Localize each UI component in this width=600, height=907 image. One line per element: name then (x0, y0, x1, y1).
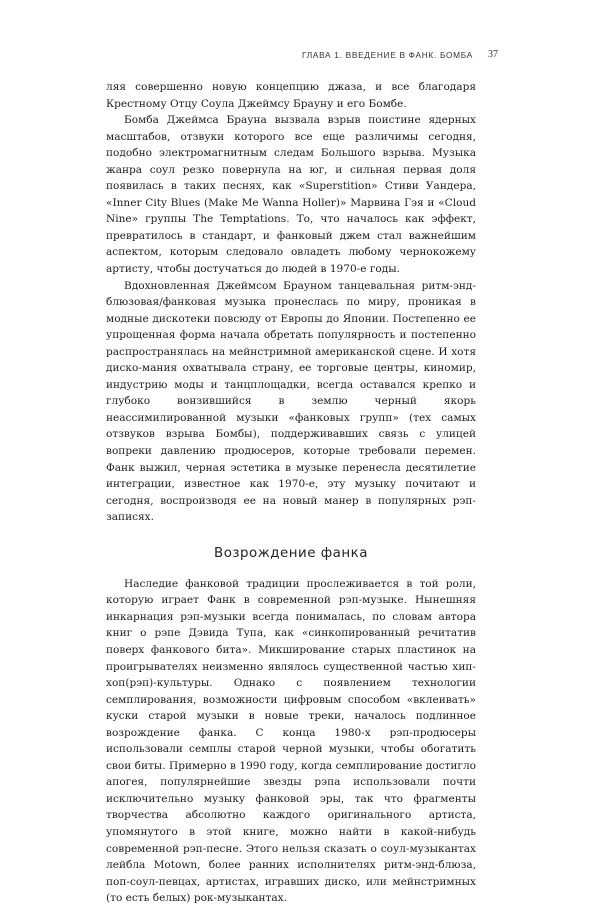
section-heading: Возрождение фанка (214, 545, 368, 561)
paragraph: Бомба Джеймса Брауна вызвала взрыв поистине ядерных масштабов, отзвуки которого все еще различимы сегодня, подобно электромагнитным следам Большого взрыва. Музыка жанра соул резко повернула на юг, и сильная первая доля появилась в таких песнях, как «Superstition» Стиви Уандера, «Inner City Blues (Make Me Wanna Holler)» Марвина Гэя и «Cloud Nine» группы The Temptations. То, что началось как эффект, превратилось в стандарт, и фанковый джем стал важнейшим аспектом, которым следовало овладеть любому чернокожему артисту, чтобы достучаться до людей в 1970-е годы. (106, 114, 476, 276)
paragraph: ляя совершенно новую концепцию джаза, и все благодаря Крестному Отцу Соула Джеймсу Брауну и его Бомбе. (106, 81, 476, 110)
page-number: 37 (488, 49, 498, 60)
page-body (106, 79, 476, 907)
paragraph: Вдохновленная Джеймсом Брауном танцевальная ритм-энд-блюзовая/фанковая музыка пронеслась по миру, проникая в модные дискотеки повсюду от Европы до Японии. Постепенно ее упрощенная форма начала обретать популярность и постепенно распространялась на мейнстримной американской сцене. И хотя диско-мания охватывала страну, ее торговые центры, киномир, индустрию моды и танцплощадки, всегда оставался крепко и глубоко вонзившийся в землю черный якорь неассимилированной музыки «фанковых групп» (тех самых отзвуков взрыва Бомбы), поддерживавших связь с улицей вопреки давлению продюсеров, которые требовали перемен. Фанк выжил, черная эстетика в музыке перенесла десятилетие интеграции, известное как 1970-е, эту музыку почитают и сегодня, воспроизводя ее на новый манер в популярных рэп-записях. (106, 279, 476, 524)
page-header (0, 50, 600, 64)
paragraph: Наследие фанковой традиции прослеживается в той роли, которую играет Фанк в современной рэп-музыке. Нынешняя инкарнация рэп-музыки всегда понималась, по словам автора книг о рэпе Дэвида Тупа, как «синкопированный речитатив поверх фанкового бита». Микширование старых пластинок на проигрывателях неизменно являлось существенной частью хип-хоп(рэп)-культуры. Однако с появлением технологии семплирования, возможности цифровым способом «вклеивать» куски старой музыки в новые треки, началось подлинное возрождение фанка. С конца 1980-х рэп-продюсеры использовали семплы старой черной музыки, чтобы обогатить свои биты. Примерно в 1990 году, когда семплирование достигло апогея, популярнейшие звезды рэпа использовали почти исключительно музыку фанковой эры, так что фрагменты творчества абсолютно каждого оригинального артиста, упомянутого в этой книге, можно найти в какой-нибудь современной рэп-песне. Этого нельзя сказать о соул-музыкантах лейбла Motown, более ранних исполнителях ритм-энд-блюза, поп-соул-певцах, артистах, игравших диско, или мейнстримных (то есть белых) рок-музыкантах. (106, 577, 476, 905)
running-head: ГЛАВА 1. ВВЕДЕНИЕ В ФАНК. БОМБА (301, 50, 473, 60)
